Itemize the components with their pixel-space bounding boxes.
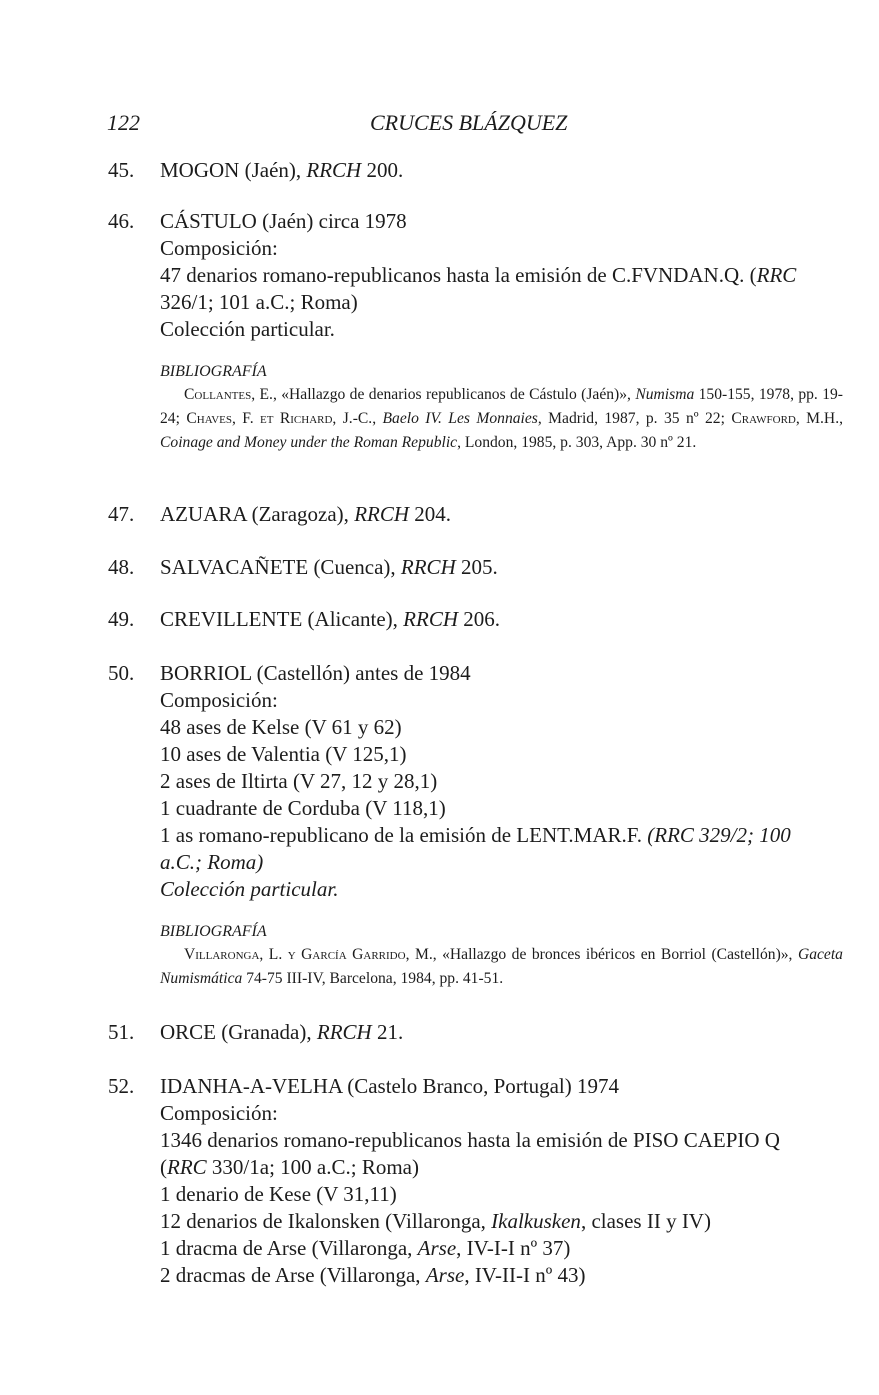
entry-number: 50.	[108, 661, 135, 685]
bibliography-label: BIBLIOGRAFÍA	[160, 363, 267, 380]
collection-note: Colección particular.	[160, 877, 339, 901]
composition-item-cont: (RRC 330/1a; 100 a.C.; Roma)	[160, 1155, 419, 1179]
entry-number: 48.	[108, 555, 135, 579]
entry-heading: BORRIOL (Castellón) antes de 1984	[160, 661, 471, 685]
composition-item: 48 ases de Kelse (V 61 y 62)	[160, 715, 402, 739]
entry-heading: AZUARA (Zaragoza), RRCH 204.	[160, 502, 452, 526]
entry-heading: SALVACAÑETE (Cuenca), RRCH 205.	[160, 555, 498, 579]
bibliography-text: Collantes, E., «Hallazgo de denarios republicanos de Cástulo (Jaén)», Numisma 150-155, 1978, pp. 19-24; Chaves, F. et Richard, J.-C., Baelo IV. Les Monnaies, Madrid, 1987, p. 35 nº 22; Crawford, M.H., Coinage and Money under the Roman Republic, London, 1985, p. 303, App. 30 nº 21.	[160, 386, 844, 451]
entry-number: 51.	[108, 1020, 135, 1044]
hoard-entry-51	[108, 1019, 843, 1046]
hoard-entry-52	[108, 1073, 843, 1289]
entry-heading: MOGON (Jaén), RRCH 200.	[160, 158, 404, 182]
hoard-entry-46	[108, 208, 843, 455]
hoard-entry-50	[108, 660, 843, 991]
hoard-entry-45	[108, 157, 843, 184]
composition-item: 1346 denarios romano-republicanos hasta la emisión de PISO CAEPIO Q	[160, 1128, 780, 1152]
page-number: 122	[107, 110, 140, 135]
hoard-entry-47	[108, 501, 843, 528]
composition-item: 1 dracma de Arse (Villaronga, Arse, IV-I-I nº 37)	[160, 1236, 571, 1260]
entry-heading: CREVILLENTE (Alicante), RRCH 206.	[160, 607, 500, 631]
hoard-entry-49	[108, 606, 843, 633]
composition-label: Composición:	[160, 688, 278, 712]
collection-note: Colección particular.	[160, 317, 335, 341]
composition-item: 2 dracmas de Arse (Villaronga, Arse, IV-II-I nº 43)	[160, 1263, 586, 1287]
composition-item: 2 ases de Iltirta (V 27, 12 y 28,1)	[160, 769, 438, 793]
composition-label: Composición:	[160, 1101, 278, 1125]
entry-number: 45.	[108, 158, 135, 182]
composition-item-cont: a.C.; Roma)	[160, 850, 264, 874]
composition-item: 1 as romano-republicano de la emisión de LENT.MAR.F. (RRC 329/2; 100	[160, 823, 791, 847]
bibliography-text: Villaronga, L. y García Garrido, M., «Hallazgo de bronces ibéricos en Borriol (Castellón)», Gaceta Numismática 74-75 III-IV, Barcelona, 1984, pp. 41-51.	[160, 946, 843, 987]
composition-item-cont: 326/1; 101 a.C.; Roma)	[160, 290, 358, 314]
composition-item: 1 cuadrante de Corduba (V 118,1)	[160, 796, 446, 820]
entry-number: 52.	[108, 1074, 135, 1098]
entry-number: 47.	[108, 502, 135, 526]
entry-heading: CÁSTULO (Jaén) circa 1978	[160, 209, 407, 233]
bibliography-label: BIBLIOGRAFÍA	[160, 923, 267, 940]
entry-heading: IDANHA-A-VELHA (Castelo Branco, Portugal) 1974	[160, 1074, 619, 1098]
entry-number: 46.	[108, 209, 135, 233]
composition-item: 47 denarios romano-republicanos hasta la emisión de C.FVNDAN.Q. (RRC	[160, 263, 797, 287]
composition-item: 12 denarios de Ikalonsken (Villaronga, Ikalkusken, clases II y IV)	[160, 1209, 711, 1233]
entry-heading: ORCE (Granada), RRCH 21.	[160, 1020, 404, 1044]
hoard-entry-48	[108, 554, 843, 581]
composition-item: 10 ases de Valentia (V 125,1)	[160, 742, 407, 766]
running-title: CRUCES BLÁZQUEZ	[370, 110, 568, 135]
composition-item: 1 denario de Kese (V 31,11)	[160, 1182, 397, 1206]
entry-number: 49.	[108, 607, 135, 631]
composition-label: Composición:	[160, 236, 278, 260]
